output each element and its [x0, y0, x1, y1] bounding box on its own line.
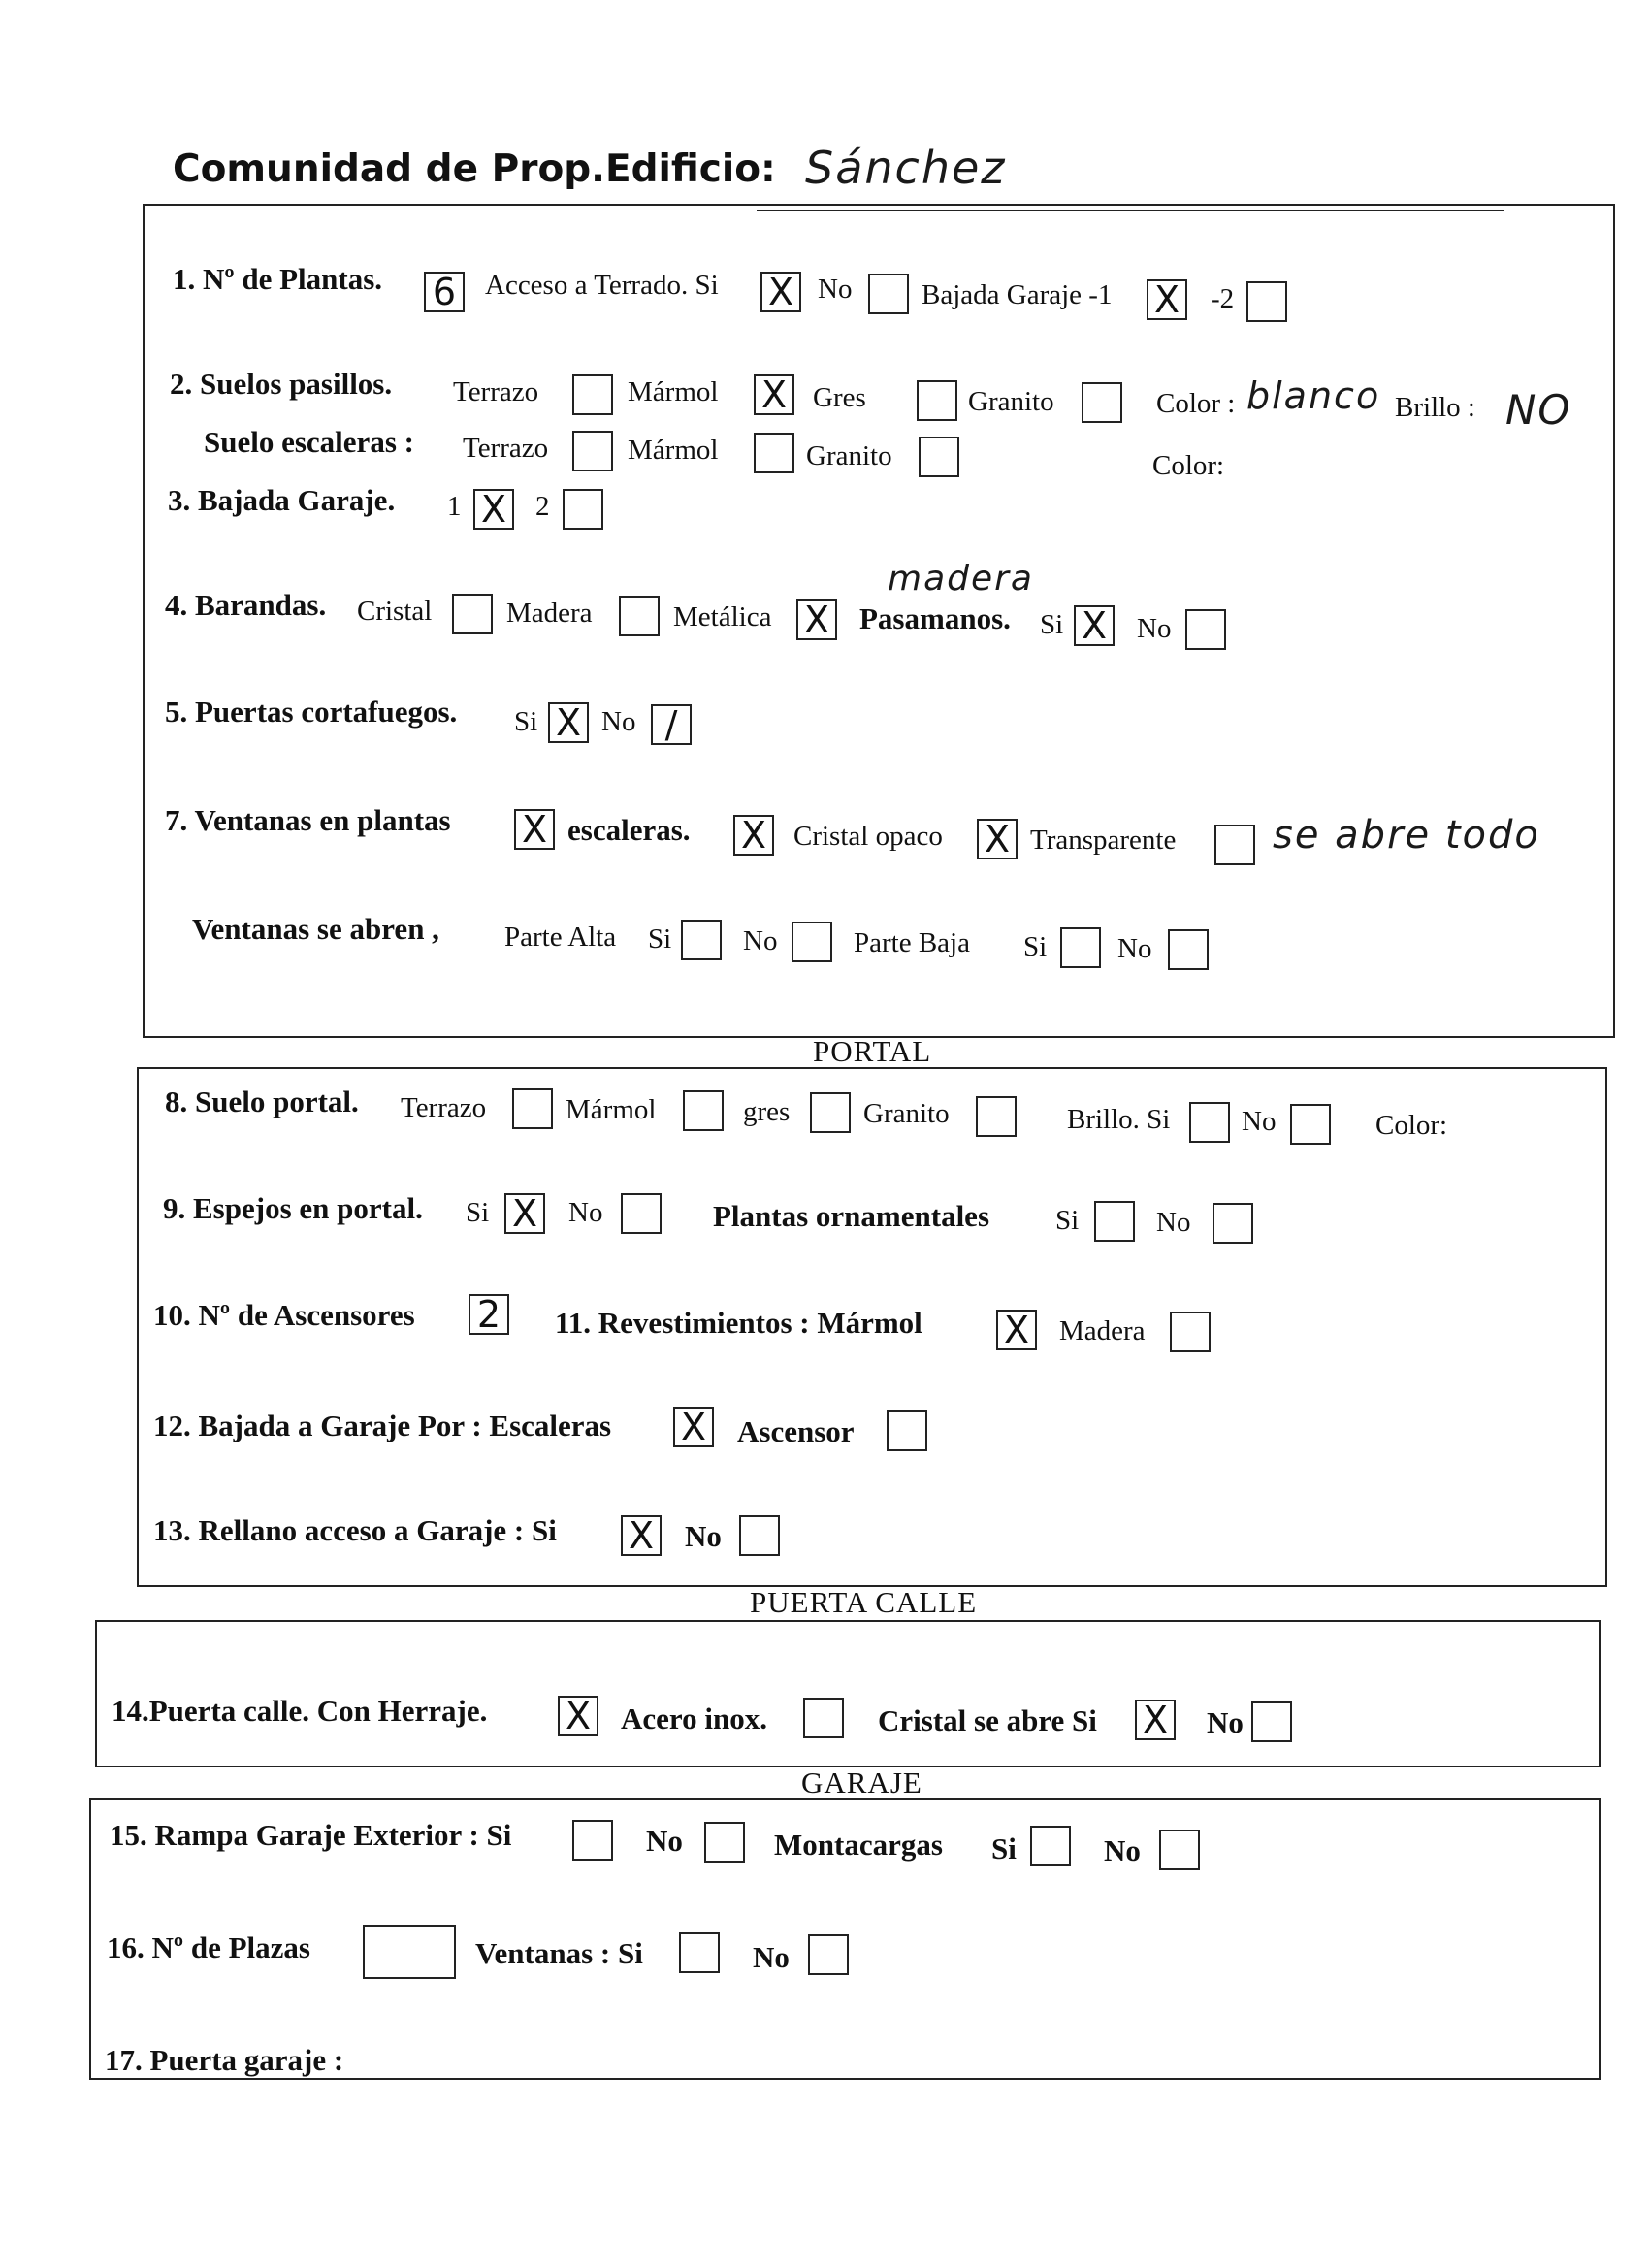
- q8-gres-checkbox[interactable]: [810, 1092, 851, 1133]
- q15-montacargas-no-checkbox[interactable]: [1159, 1830, 1200, 1870]
- q14-no-label: No: [1207, 1705, 1244, 1739]
- q2-color-label: Color :: [1156, 388, 1236, 419]
- q1-terrado-label: Acceso a Terrado. Si: [485, 270, 719, 301]
- q9-no-label: No: [568, 1197, 603, 1228]
- q1-bajada-label: Bajada Garaje -1: [922, 279, 1113, 310]
- q2-escaleras-label: Suelo escaleras :: [204, 425, 414, 459]
- q8-label: 8. Suelo portal.: [165, 1085, 359, 1118]
- q7-transparente-checkbox[interactable]: [1214, 825, 1255, 865]
- q2-color-value[interactable]: blanco: [1246, 374, 1381, 417]
- q7-alta-no-label: No: [743, 925, 778, 956]
- q8-terrazo-checkbox[interactable]: [512, 1088, 553, 1129]
- q7-baja-no-checkbox[interactable]: [1168, 929, 1209, 970]
- q4-metalica-label: Metálica: [673, 601, 772, 632]
- q4-metalica-checkbox[interactable]: X: [796, 599, 837, 640]
- q9-plantas-label: Plantas ornamentales: [713, 1199, 990, 1233]
- q1-plantas-box[interactable]: 6: [424, 272, 465, 312]
- q3-one-label: 1: [447, 491, 462, 522]
- q7-parte-alta-label: Parte Alta: [504, 922, 617, 953]
- q2-brillo-label: Brillo :: [1395, 392, 1475, 423]
- q8-terrazo-label: Terrazo: [401, 1092, 487, 1123]
- q2-esc-marmol-checkbox[interactable]: [754, 433, 794, 473]
- q14-cristal-si-checkbox[interactable]: X: [1135, 1700, 1176, 1740]
- q13-si-checkbox[interactable]: X: [621, 1515, 662, 1556]
- section-portal-heading: PORTAL: [813, 1034, 932, 1068]
- q9-label: 9. Espejos en portal.: [163, 1191, 423, 1225]
- q17-label: 17. Puerta garaje :: [105, 2043, 344, 2077]
- q16-ventanas-no-checkbox[interactable]: [808, 1934, 849, 1975]
- edificio-value[interactable]: Sánchez: [805, 142, 1007, 194]
- q11-label: 11. Revestimientos : Mármol: [555, 1306, 922, 1340]
- q3-one-checkbox[interactable]: X: [473, 489, 514, 530]
- q1-terrado-si-checkbox[interactable]: X: [760, 272, 801, 312]
- q9-plantas-no-checkbox[interactable]: [1212, 1203, 1253, 1244]
- q7-opaco-label: Cristal opaco: [793, 821, 943, 852]
- q2-terrazo-label: Terrazo: [453, 376, 539, 407]
- q2-gres-checkbox[interactable]: [917, 380, 957, 421]
- q5-no-checkbox[interactable]: /: [651, 704, 692, 745]
- q2-marmol-checkbox[interactable]: X: [754, 374, 794, 415]
- q15-montacargas-si-label: Si: [991, 1831, 1017, 1865]
- q9-plantas-no-label: No: [1156, 1207, 1191, 1238]
- q11-madera-checkbox[interactable]: [1170, 1312, 1211, 1352]
- q8-color-label: Color:: [1375, 1110, 1448, 1141]
- q4-pasamanos-note[interactable]: madera: [888, 559, 1034, 599]
- q1-bajada-2-checkbox[interactable]: [1246, 281, 1287, 322]
- q4-cristal-label: Cristal: [357, 596, 433, 627]
- q7-escaleras-label: escaleras.: [567, 813, 691, 847]
- q4-cristal-checkbox[interactable]: [452, 594, 493, 634]
- q2-esc-granito-label: Granito: [806, 440, 892, 471]
- q3-two-label: 2: [535, 491, 550, 522]
- q15-label: 15. Rampa Garaje Exterior : Si: [110, 1818, 512, 1852]
- q4-no-label: No: [1137, 613, 1172, 644]
- q3-two-checkbox[interactable]: [563, 489, 603, 530]
- q7-alta-si-checkbox[interactable]: [681, 920, 722, 960]
- q2-terrazo-checkbox[interactable]: [572, 374, 613, 415]
- q4-pasamanos-si-checkbox[interactable]: X: [1074, 605, 1115, 646]
- q4-label: 4. Barandas.: [165, 588, 327, 622]
- q13-no-label: No: [685, 1519, 722, 1553]
- q14-acero-checkbox[interactable]: [803, 1698, 844, 1738]
- q2-granito-label: Granito: [968, 386, 1054, 417]
- q1-terrado-no-label: No: [818, 274, 853, 305]
- q8-granito-checkbox[interactable]: [976, 1096, 1017, 1137]
- q15-no-checkbox[interactable]: [704, 1822, 745, 1863]
- q7-transparente-label: Transparente: [1030, 825, 1177, 856]
- q8-brillo-no-checkbox[interactable]: [1290, 1104, 1331, 1145]
- q4-pasamanos-no-checkbox[interactable]: [1185, 609, 1226, 650]
- q7-note[interactable]: se abre todo: [1273, 813, 1540, 858]
- q12-ascensor-checkbox[interactable]: [887, 1410, 927, 1451]
- q14-cristal-label: Cristal se abre Si: [878, 1703, 1097, 1737]
- q1-minus2-label: -2: [1211, 283, 1235, 314]
- q7-alta-si-label: Si: [648, 923, 672, 955]
- q2-granito-checkbox[interactable]: [1082, 382, 1122, 423]
- q16-label: 16. Nº de Plazas: [107, 1930, 310, 1964]
- q5-si-checkbox[interactable]: X: [548, 702, 589, 743]
- q5-no-label: No: [601, 706, 636, 737]
- q12-ascensor-label: Ascensor: [737, 1414, 855, 1448]
- q14-herraje-checkbox[interactable]: X: [558, 1696, 598, 1736]
- q5-si-label: Si: [514, 706, 538, 737]
- q2-brillo-value[interactable]: NO: [1505, 386, 1572, 434]
- q16-plazas-box[interactable]: [363, 1925, 456, 1979]
- form-title: Comunidad de Prop.Edificio:: [173, 147, 776, 191]
- q7-alta-no-checkbox[interactable]: [792, 922, 832, 962]
- q2-esc-marmol-label: Mármol: [628, 435, 719, 466]
- q7-opaco-checkbox[interactable]: X: [977, 819, 1018, 859]
- q7-escaleras-checkbox[interactable]: X: [733, 815, 774, 856]
- q11-madera-label: Madera: [1059, 1315, 1146, 1346]
- q4-madera-checkbox[interactable]: [619, 596, 660, 636]
- q16-no-label: No: [753, 1940, 790, 1974]
- q2-gres-label: Gres: [813, 382, 866, 413]
- q8-brillo-si-checkbox[interactable]: [1189, 1102, 1230, 1143]
- q2-esc-color-label: Color:: [1152, 450, 1225, 481]
- q16-ventanas-si-checkbox[interactable]: [679, 1932, 720, 1973]
- q13-label: 13. Rellano acceso a Garaje : Si: [153, 1513, 557, 1547]
- q2-esc-terrazo-checkbox[interactable]: [572, 431, 613, 471]
- q8-marmol-label: Mármol: [566, 1094, 657, 1125]
- q16-ventanas-label: Ventanas : Si: [475, 1936, 643, 1970]
- q15-montacargas-no-label: No: [1104, 1833, 1141, 1867]
- q14-no-checkbox[interactable]: [1251, 1701, 1292, 1742]
- q2-esc-granito-checkbox[interactable]: [919, 437, 959, 477]
- q1-terrado-no-checkbox[interactable]: [868, 274, 909, 314]
- q7-abren-label: Ventanas se abren ,: [192, 912, 439, 946]
- section-puerta-calle-heading: PUERTA CALLE: [750, 1585, 978, 1619]
- q9-plantas-si-checkbox[interactable]: [1094, 1201, 1135, 1242]
- q1-label: 1. Nº de Plantas.: [173, 262, 383, 296]
- q1-bajada-1-checkbox[interactable]: X: [1147, 279, 1187, 320]
- q12-label: 12. Bajada a Garaje Por : Escaleras: [153, 1409, 612, 1442]
- q3-label: 3. Bajada Garaje.: [168, 483, 396, 517]
- q2-label: 2. Suelos pasillos.: [170, 367, 393, 401]
- q12-escaleras-checkbox[interactable]: X: [673, 1407, 714, 1447]
- q7-baja-no-label: No: [1117, 933, 1152, 964]
- q9-si-label: Si: [466, 1197, 490, 1228]
- q9-si-checkbox[interactable]: X: [504, 1193, 545, 1234]
- q7-baja-si-label: Si: [1023, 931, 1048, 962]
- q8-brillo-label: Brillo. Si: [1067, 1104, 1171, 1135]
- q13-no-checkbox[interactable]: [739, 1515, 780, 1556]
- q7-label: 7. Ventanas en plantas: [165, 803, 451, 837]
- q7-plantas-checkbox[interactable]: X: [514, 809, 555, 850]
- q8-gres-label: gres: [743, 1096, 791, 1127]
- q7-parte-baja-label: Parte Baja: [854, 927, 970, 958]
- q11-marmol-checkbox[interactable]: X: [996, 1310, 1037, 1350]
- q10-label: 10. Nº de Ascensores: [153, 1298, 415, 1332]
- q7-baja-si-checkbox[interactable]: [1060, 927, 1101, 968]
- q14-acero-label: Acero inox.: [621, 1701, 767, 1735]
- q9-plantas-si-label: Si: [1055, 1205, 1080, 1236]
- section-garaje-heading: GARAJE: [801, 1766, 922, 1799]
- q2-esc-terrazo-label: Terrazo: [463, 433, 549, 464]
- q4-pasamanos-label: Pasamanos.: [859, 601, 1011, 635]
- q15-montacargas-label: Montacargas: [774, 1828, 943, 1862]
- q4-madera-label: Madera: [506, 598, 593, 629]
- q14-label: 14.Puerta calle. Con Herraje.: [112, 1694, 488, 1728]
- q8-marmol-checkbox[interactable]: [683, 1090, 724, 1131]
- q10-ascensores-box[interactable]: 2: [469, 1294, 509, 1335]
- q15-si-checkbox[interactable]: [572, 1820, 613, 1861]
- q15-no-label: No: [646, 1824, 683, 1858]
- q9-no-checkbox[interactable]: [621, 1193, 662, 1234]
- q8-no-label: No: [1242, 1106, 1277, 1137]
- q15-montacargas-si-checkbox[interactable]: [1030, 1826, 1071, 1866]
- q2-marmol-label: Mármol: [628, 376, 719, 407]
- q8-granito-label: Granito: [863, 1098, 950, 1129]
- q5-label: 5. Puertas cortafuegos.: [165, 695, 458, 729]
- q4-si-label: Si: [1040, 609, 1064, 640]
